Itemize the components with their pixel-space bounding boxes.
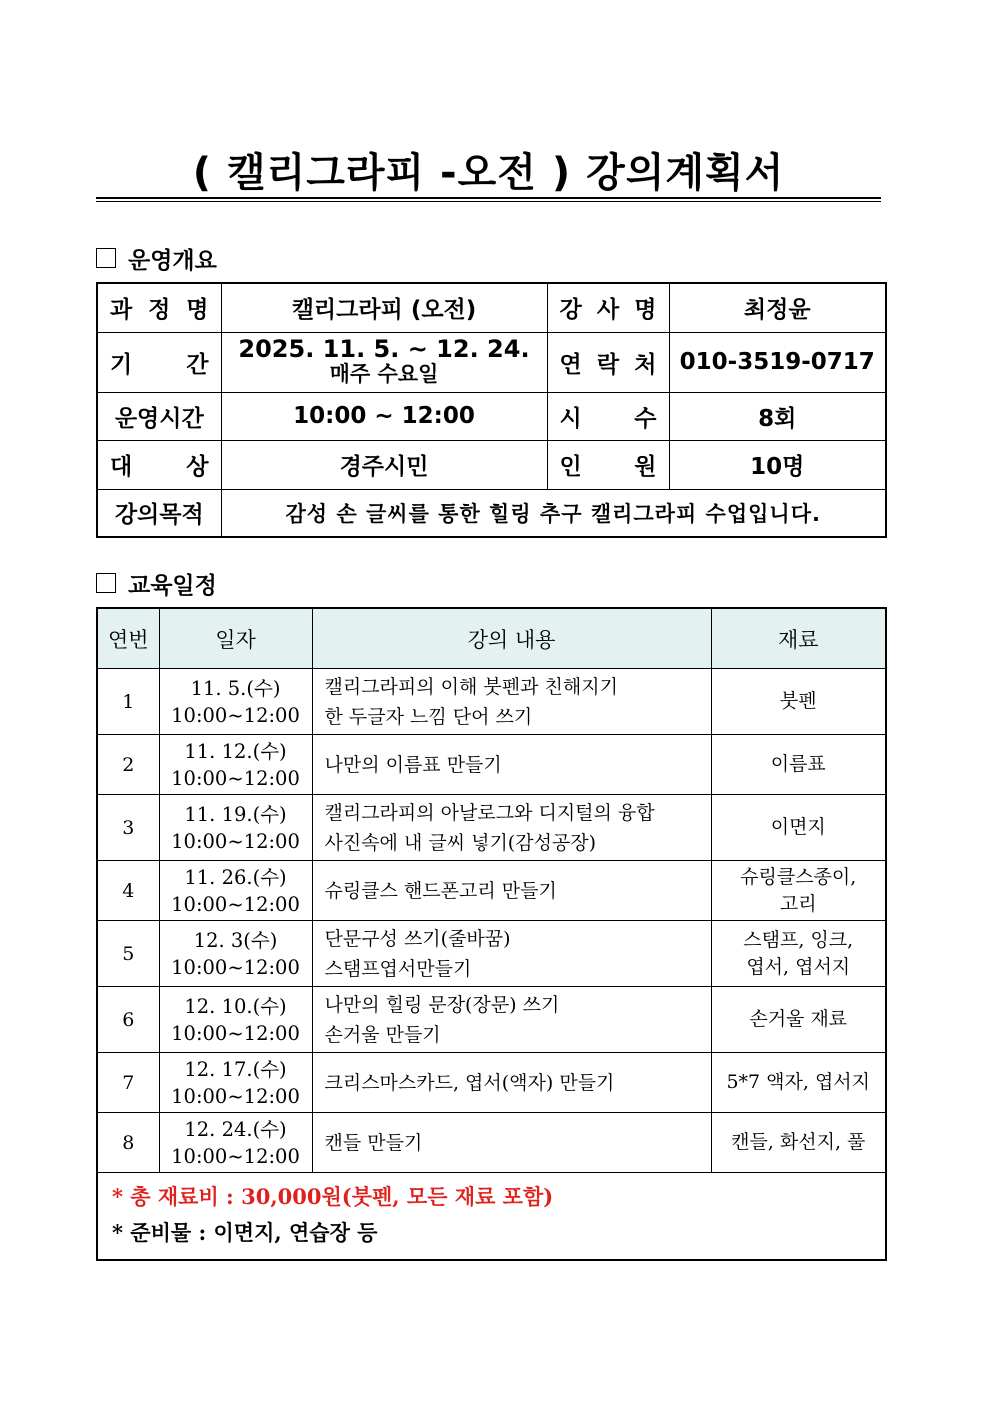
table-row — [97, 795, 886, 861]
time-text: 10:00~12:00 — [171, 703, 300, 727]
material-line: 손거울 재료 — [749, 1008, 848, 1030]
row-date — [159, 735, 312, 795]
material-line: 슈링클스종이, — [740, 865, 857, 888]
time-text: 10:00~12:00 — [171, 1021, 300, 1045]
date-text: 12. 3(수) — [193, 928, 278, 952]
page-title: ( 캘리그라피 -오전 ) 강의계획서 — [192, 150, 785, 196]
content-line: 스탬프엽서만들기 — [324, 957, 472, 980]
row-date — [159, 1053, 312, 1113]
row-materials — [711, 1053, 886, 1113]
period-value: 2025. 11. 5. ~ 12. 24. — [238, 335, 530, 363]
date-text: 11. 5.(수) — [190, 676, 281, 700]
period-cell — [221, 332, 547, 392]
date-text: 12. 10.(수) — [184, 994, 287, 1018]
contact-label: 연 락 처 — [547, 332, 669, 392]
period-label: 기 간 — [97, 332, 221, 392]
capacity-label: 인 원 — [547, 440, 669, 489]
date-text: 11. 12.(수) — [184, 739, 287, 763]
material-line: 캔들, 화선지, 풀 — [731, 1131, 866, 1153]
row-no: 3 — [97, 795, 159, 861]
row-date — [159, 1113, 312, 1173]
content-line: 나만의 이름표 만들기 — [324, 753, 502, 776]
header-no: 연번 — [97, 608, 159, 669]
row-content — [312, 1053, 711, 1113]
material-line: 스탬프, 잉크, — [743, 928, 854, 951]
material-line: 붓펜 — [779, 690, 817, 712]
time-text: 10:00~12:00 — [171, 829, 300, 853]
row-date — [159, 669, 312, 735]
period-sub: 매주 수요일 — [329, 362, 439, 386]
row-materials — [711, 987, 886, 1053]
material-line: 이면지 — [770, 816, 826, 838]
row-content — [312, 735, 711, 795]
target-value: 경주시민 — [221, 440, 547, 489]
table-row — [97, 669, 886, 735]
material-line: 이름표 — [770, 753, 826, 775]
time-text: 10:00~12:00 — [171, 955, 300, 979]
supplies-note: * 준비물 : 이면지, 연습장 등 — [112, 1220, 378, 1245]
title-underline — [96, 197, 881, 199]
capacity-value: 10명 — [669, 440, 886, 489]
content-line: 슈링클스 핸드폰고리 만들기 — [324, 879, 557, 902]
time-text: 10:00~12:00 — [171, 766, 300, 790]
table-row — [97, 987, 886, 1053]
sessions-value: 8회 — [669, 392, 886, 440]
contact-value: 010-3519-0717 — [669, 332, 886, 392]
checkbox-square-icon — [96, 248, 116, 268]
time-value: 10:00 ~ 12:00 — [221, 392, 547, 440]
row-no: 1 — [97, 669, 159, 735]
date-text: 11. 19.(수) — [184, 802, 287, 826]
content-line: 단문구성 쓰기(줄바꿈) — [324, 927, 511, 950]
row-materials — [711, 795, 886, 861]
header-content: 강의 내용 — [312, 608, 711, 669]
row-date — [159, 921, 312, 987]
row-no: 6 — [97, 987, 159, 1053]
row-content — [312, 669, 711, 735]
table-row — [97, 861, 886, 921]
row-materials — [711, 921, 886, 987]
time-label: 운영시간 — [97, 392, 221, 440]
content-line: 손거울 만들기 — [324, 1023, 441, 1046]
material-line: 엽서, 엽서지 — [746, 955, 851, 978]
row-no: 2 — [97, 735, 159, 795]
table-row — [97, 921, 886, 987]
section-heading-overview — [96, 243, 217, 273]
row-date — [159, 987, 312, 1053]
content-line: 캘리그라피의 아날로그와 디지털의 융합 — [324, 801, 655, 824]
section-title: 운영개요 — [128, 247, 217, 274]
content-line: 크리스마스카드, 엽서(액자) 만들기 — [324, 1071, 615, 1094]
content-line: 사진속에 내 글씨 넣기(감성공장) — [324, 831, 597, 854]
row-materials — [711, 861, 886, 921]
content-line: 한 두글자 느낌 단어 쓰기 — [324, 705, 533, 728]
schedule-table — [96, 607, 887, 1261]
content-line: 캔들 만들기 — [324, 1131, 423, 1154]
row-date — [159, 861, 312, 921]
title-underline-thin — [96, 201, 881, 202]
material-fee-note: * 총 재료비 : 30,000원(붓펜, 모든 재료 포함) — [112, 1184, 554, 1209]
sessions-label: 시 수 — [547, 392, 669, 440]
time-text: 10:00~12:00 — [171, 1084, 300, 1108]
header-date: 일자 — [159, 608, 312, 669]
notes-row — [97, 1173, 886, 1261]
target-label: 대 상 — [97, 440, 221, 489]
row-content — [312, 795, 711, 861]
row-no: 7 — [97, 1053, 159, 1113]
instructor-value: 최정윤 — [669, 283, 886, 332]
header-materials: 재료 — [711, 608, 886, 669]
row-materials — [711, 1113, 886, 1173]
schedule-header-row — [97, 608, 886, 669]
row-materials — [711, 735, 886, 795]
time-text: 10:00~12:00 — [171, 892, 300, 916]
date-text: 12. 17.(수) — [184, 1057, 287, 1081]
material-line: 5*7 액자, 엽서지 — [726, 1071, 871, 1093]
section-heading-schedule — [96, 568, 217, 598]
notes-cell — [97, 1173, 886, 1261]
row-no: 5 — [97, 921, 159, 987]
section-title: 교육일정 — [128, 572, 217, 599]
row-content — [312, 861, 711, 921]
checkbox-square-icon — [96, 573, 116, 593]
purpose-label: 강의목적 — [97, 489, 221, 537]
time-text: 10:00~12:00 — [171, 1144, 300, 1168]
course-label: 과 정 명 — [97, 283, 221, 332]
row-no: 8 — [97, 1113, 159, 1173]
purpose-value: 감성 손 글씨를 통한 힐링 추구 캘리그라피 수업입니다. — [221, 489, 886, 537]
row-content — [312, 987, 711, 1053]
table-row — [97, 1113, 886, 1173]
date-text: 12. 24.(수) — [184, 1117, 287, 1141]
overview-table — [96, 282, 887, 538]
table-row — [97, 735, 886, 795]
table-row — [97, 1053, 886, 1113]
content-line: 캘리그라피의 이해 붓펜과 친해지기 — [324, 675, 618, 698]
row-content — [312, 1113, 711, 1173]
content-line: 나만의 힐링 문장(장문) 쓰기 — [324, 993, 560, 1016]
material-line: 고리 — [779, 892, 817, 915]
date-text: 11. 26.(수) — [184, 865, 287, 889]
row-content — [312, 921, 711, 987]
row-materials — [711, 669, 886, 735]
row-no: 4 — [97, 861, 159, 921]
row-date — [159, 795, 312, 861]
instructor-label: 강 사 명 — [547, 283, 669, 332]
course-value: 캘리그라피 (오전) — [221, 283, 547, 332]
